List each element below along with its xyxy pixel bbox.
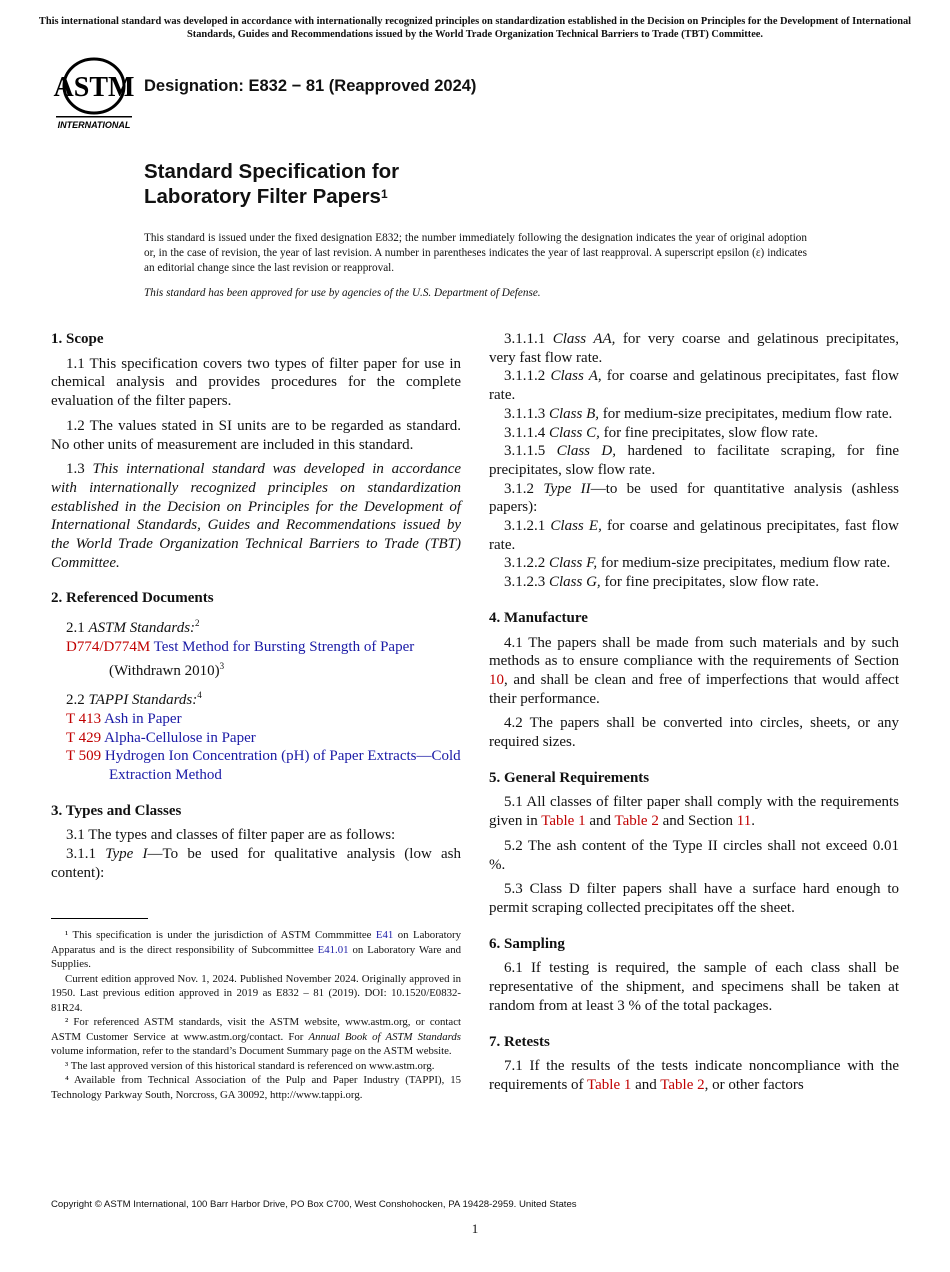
astm-international-logo xyxy=(52,56,136,132)
link-e41[interactable]: E41 xyxy=(375,929,394,941)
section-heading-sampling: 6. Sampling xyxy=(489,935,565,952)
link-table-1-retest[interactable]: Table 1 xyxy=(587,1076,632,1093)
paragraph-3-1-1-4: 3.1.1.4 Class C, for fine precipitates, slow flow rate. xyxy=(504,424,819,441)
section-heading-manufacture: 4. Manufacture xyxy=(489,609,588,626)
footnote-4: ⁴ Available from Technical Association of the Pulp and Paper Industry (TAPPI), 15 Technology Parkway South, Norcross, GA 30092, http://www.tappi.org. xyxy=(51,1074,461,1101)
page-number: 1 xyxy=(471,1221,479,1236)
reference-t429[interactable]: T 429 Alpha-Cellulose in Paper xyxy=(66,729,256,746)
link-table-2[interactable]: Table 2 xyxy=(614,813,659,830)
title-line-2: Laboratory Filter Papers$^1$ xyxy=(144,185,388,208)
reference-t413[interactable]: T 413 Ash in Paper xyxy=(66,710,182,727)
footnote-1: ¹ This specification is under the jurisdiction of ASTM Commmittee E41 on Laboratory Apparatus and is the direct responsibility of Subcommittee E41.01 on Laboratory Ware and Supplies. xyxy=(51,929,461,970)
reference-t509[interactable]: T 509 Hydrogen Ion Concentration (pH) of Paper Extracts—Cold Extraction Method xyxy=(66,748,461,784)
footnotes xyxy=(51,928,461,1102)
link-section-11[interactable]: 11 xyxy=(736,813,752,830)
title-line-1: Standard Specification for xyxy=(144,160,400,183)
paragraph-1-2: 1.2 The values stated in SI units are to be regarded as standard. No other units of measurement are included in this standard. xyxy=(51,417,461,453)
section-heading-general-requirements: 5. General Requirements xyxy=(489,769,650,786)
designation: Designation: E832 − 81 (Reapproved 2024) xyxy=(144,77,477,95)
top-notice: This international standard was developed in accordance with internationally recognized principles on standardization established in the Decision on Principles for the Development of International Standards, Guides and Recommendations issued by the World Trade Organization Technical Barriers to Trade (TBT) Committee. xyxy=(38,16,912,40)
link-e41-01[interactable]: E41.01 xyxy=(317,943,349,956)
right-column xyxy=(489,330,899,1095)
paragraph-3-1-1-1: 3.1.1.1 Class AA, for very coarse and gelatinous precipitates, very fast flow rate. xyxy=(489,331,900,366)
paragraph-1-1: 1.1 This specification covers two types of filter paper for use in chemical analysis and provides procedures for the complete evaluation of the filter papers. xyxy=(51,355,461,410)
link-table-2-retest[interactable]: Table 2 xyxy=(660,1076,705,1093)
title-footnote-ref[interactable]: 1 xyxy=(380,187,388,201)
paragraph-5-2: 5.2 The ash content of the Type II circles shall not exceed 0.01 %. xyxy=(489,837,899,873)
paragraph-3-1-2-3: 3.1.2.3 Class G, for fine precipitates, slow flow rate. xyxy=(504,574,819,591)
section-heading-types-and-classes: 3. Types and Classes xyxy=(51,802,182,819)
paragraph-6-1: 6.1 If testing is required, the sample of each class shall be representative of the shipment, and specimens shall be taken at random from at least 3 % of the total packages. xyxy=(489,960,899,1014)
paragraph-3-1: 3.1 The types and classes of filter paper are as follows: xyxy=(66,827,396,844)
dod-notice: This standard has been approved for use by agencies of the U.S. Department of Defense. xyxy=(144,287,541,299)
paragraph-3-1-2: 3.1.2 Type II—to be used for quantitative analysis (ashless papers): xyxy=(489,480,900,516)
paragraph-5-3: 5.3 Class D filter papers shall have a surface hard enough to permit scraping collected precipitates off the sheet. xyxy=(489,881,899,916)
paragraph-5-1: 5.1 All classes of filter paper shall comply with the requirements given in Table 1 and Table 2 and Section 11. xyxy=(489,794,899,830)
copyright-notice: Copyright © ASTM International, 100 Barr Harbor Drive, PO Box C700, West Conshohocken, PA 19428-2959. United States xyxy=(51,1199,577,1210)
paragraph-2-2: 2.2 TAPPI Standards:$^4$ xyxy=(66,690,202,709)
paragraph-2-1: 2.1 ASTM Standards:$^2$ xyxy=(66,618,200,637)
paragraph-3-1-2-2: 3.1.2.2 Class F, for medium-size precipitates, medium flow rate. xyxy=(504,555,891,572)
footnote-2: ² For referenced ASTM standards, visit the ASTM website, www.astm.org, or contact ASTM Customer Service at www.astm.org/contact. For Annual Book of ASTM Standards volume information, refer to the standard’s Document Summary page on the ASTM website. xyxy=(51,1016,461,1057)
paragraph-3-1-1-3: 3.1.1.3 Class B, for medium-size precipitates, medium flow rate. xyxy=(504,405,893,422)
paragraph-4-1: 4.1 The papers shall be made from such materials and by such methods as to ensure compliance with the requirements of Section 10, and shall be clean and free of imperfections that would affect their performance. xyxy=(489,634,899,707)
section-heading-scope: 1. Scope xyxy=(51,331,104,347)
paragraph-4-2: 4.2 The papers shall be converted into circles, sheets, or any required sizes. xyxy=(489,715,899,751)
paragraph-3-1-2-1: 3.1.2.1 Class E, for coarse and gelatinous precipitates, fast flow rate. xyxy=(489,518,900,553)
paragraph-7-1: 7.1 If the results of the tests indicate noncompliance with the requirements of Table 1 and Table 2, or other factors xyxy=(489,1058,899,1093)
footnote-separator xyxy=(51,918,148,919)
logo-letters: ASTM xyxy=(53,72,135,103)
section-heading-referenced-documents: 2. Referenced Documents xyxy=(51,590,214,607)
section-heading-retests: 7. Retests xyxy=(489,1033,550,1050)
logo-caption: INTERNATIONAL xyxy=(57,120,131,130)
paragraph-3-1-1-2: 3.1.1.2 Class A, for coarse and gelatinous precipitates, fast flow rate. xyxy=(489,368,899,404)
document-title xyxy=(144,159,399,209)
fixed-designation-notice: This standard is issued under the fixed designation E832; the number immediately following the designation indicates the year of original adoption or, in the case of revision, the year of last revision. A number in parentheses indicates the year of last reapproval. A superscript epsilon (ε) indicates an editorial change since the last revision or reapproval. xyxy=(144,232,807,274)
footnote-3: ³ The last approved version of this historical standard is referenced on www.astm.org. xyxy=(65,1059,435,1072)
footnote-1-edition: Current edition approved Nov. 1, 2024. Published November 2024. Originally approved in 1950. Last previous edition approved in 2019 as E832 – 81 (2019). DOI: 10.1520/E0832-81R24. xyxy=(51,972,461,1014)
left-column xyxy=(51,330,461,883)
link-section-10[interactable]: 10 xyxy=(489,671,504,688)
paragraph-3-1-1: 3.1.1 Type I—To be used for qualitative analysis (low ash content): xyxy=(51,846,462,881)
paragraph-1-3: 1.3 This international standard was developed in accordance with internationally recognized principles on standardization established in the Decision on Principles for the Development of International Standards, Guides and Recommendations issued by the World Trade Organization Technical Barriers to Trade (TBT) Committee. xyxy=(51,461,462,571)
issue-notice xyxy=(144,231,807,301)
paragraph-3-1-1-5: 3.1.1.5 Class D, hardened to facilitate scraping, for fine precipitates, slow flow rate. xyxy=(489,443,900,478)
reference-d774[interactable]: D774/D774M Test Method for Bursting Strength of Paper (Withdrawn 2010)$^3$ xyxy=(66,638,415,679)
link-table-1[interactable]: Table 1 xyxy=(541,813,586,830)
